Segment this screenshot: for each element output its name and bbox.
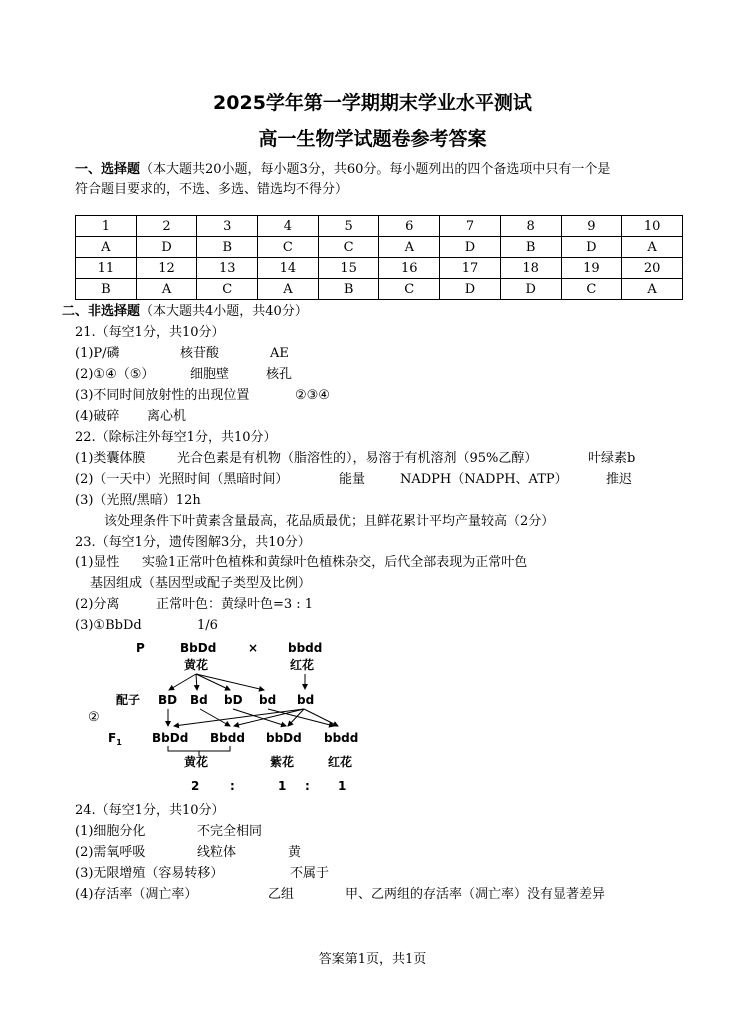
table-cell: 17	[440, 258, 501, 279]
table-cell: B	[318, 279, 379, 300]
cross-symbol: ×	[248, 641, 259, 655]
q23-l1b: 实验1正常叶色植株和黄绿叶色植株杂交，后代全部表现为正常叶色	[142, 555, 528, 570]
q24-l2c: 黄	[288, 845, 302, 860]
q23-l2b: 正常叶色：黄绿叶色=3 : 1	[156, 597, 314, 612]
table-cell: C	[379, 279, 440, 300]
q22-l2d: 推迟	[606, 472, 633, 487]
table-cell: C	[318, 237, 379, 258]
q21-l2b: 细胞壁	[190, 367, 230, 382]
section1-desc2: 符合题目要求的，不选、多选、错选均不得分）	[75, 182, 349, 197]
gamete-2: Bd	[190, 693, 208, 707]
section2-heading: 二、非选择题	[62, 304, 141, 319]
q24-l2b: 线粒体	[197, 845, 237, 860]
q23-l1a: (1)显性	[75, 555, 120, 570]
table-row	[76, 216, 683, 237]
section2-intro	[62, 302, 308, 322]
offspring-2: Bbdd	[210, 731, 245, 745]
table-cell: C	[258, 237, 319, 258]
ratio-1: 2	[191, 779, 200, 793]
table-row	[76, 258, 683, 279]
q24-l4a: (4)存活率（凋亡率）	[75, 887, 198, 902]
gamete-parent2: bd	[297, 693, 315, 707]
q22-l3a: (3)（光照/黑暗）12h	[75, 493, 201, 508]
section1-heading: 一、选择题	[75, 162, 141, 177]
q22-l2b: 能量	[339, 472, 366, 487]
table-cell: 9	[561, 216, 622, 237]
q24-l1a: (1)细胞分化	[75, 824, 146, 839]
table-cell: C	[197, 279, 258, 300]
table-cell: 16	[379, 258, 440, 279]
q21-l4b: 离心机	[147, 409, 187, 424]
q24-l1b: 不完全相同	[197, 824, 263, 839]
table-cell: A	[258, 279, 319, 300]
q24-l4b: 乙组	[268, 887, 295, 902]
section2-desc: （本大题共4小题，共40分）	[140, 304, 308, 319]
table-cell: A	[379, 237, 440, 258]
table-cell: 15	[318, 258, 379, 279]
fertilization-arrows	[168, 709, 338, 726]
table-cell: 13	[197, 258, 258, 279]
page-subtitle: 高一生物学试题卷参考答案	[258, 128, 487, 150]
table-cell: A	[622, 279, 683, 300]
parent2-genotype: bbdd	[288, 641, 323, 655]
table-cell: 12	[136, 258, 197, 279]
table-row	[76, 237, 683, 258]
page-footer: 答案第1页，共1页	[318, 952, 427, 967]
table-cell: 8	[500, 216, 561, 237]
table-cell: A	[622, 237, 683, 258]
table-cell: D	[136, 237, 197, 258]
table-cell: D	[440, 279, 501, 300]
section1-desc1: （本大题共20小题，每小题3分，共60分。每小题列出的四个备选项中只有一个是	[140, 162, 611, 177]
parent1-genotype: BbDd	[180, 641, 217, 655]
gamete-arrows	[169, 674, 305, 690]
q24-l3b: 不属于	[290, 866, 330, 881]
offspring-3: bbDd	[266, 731, 302, 745]
q21-l3b: ②③④	[295, 388, 330, 403]
q21-l1a: (1)P/磷	[75, 346, 120, 361]
table-cell: B	[500, 237, 561, 258]
f1-label: $F_1$	[108, 731, 122, 747]
q21-head: 21.（每空1分，共10分）	[75, 325, 225, 340]
q22-l2c: NADPH（NADPH、ATP）	[400, 472, 568, 487]
table-cell: 19	[561, 258, 622, 279]
table-cell: B	[197, 237, 258, 258]
q22-l2a: (2)（一天中）光照时间（黑暗时间）	[75, 472, 289, 487]
table-cell: 20	[622, 258, 683, 279]
table-cell: A	[76, 237, 137, 258]
gamete-1: BD	[158, 693, 178, 707]
offspring-1: BbDd	[152, 731, 189, 745]
genetic-diagram	[88, 638, 388, 796]
page-title: 2025学年第一学期期末学业水平测试	[213, 92, 532, 114]
offspring-4: bbdd	[324, 731, 359, 745]
phenotype-2: 紫花	[270, 755, 295, 769]
table-row	[76, 279, 683, 300]
q22-l1a: (1)类囊体膜	[75, 451, 146, 466]
q24-l2a: (2)需氧呼吸	[75, 845, 146, 860]
q22-l1b: 光合色素是有机物（脂溶性的），易溶于有机溶剂（95%乙醇）	[177, 451, 538, 466]
ratio-2: 1	[278, 779, 287, 793]
ratio-3: 1	[338, 779, 347, 793]
answer-table	[75, 215, 683, 300]
q22-l1c: 叶绿素b	[588, 451, 636, 466]
q24-l3a: (3)无限增殖（容易转移）	[75, 866, 224, 881]
q23-l3b: 1/6	[197, 618, 218, 633]
table-cell: D	[561, 237, 622, 258]
q23-head: 23.（每空1分，遗传图解3分，共10分）	[75, 535, 311, 550]
q21-l1b: 核苷酸	[180, 346, 220, 361]
table-cell: C	[561, 279, 622, 300]
q24-head: 24.（每空1分，共10分）	[75, 803, 225, 818]
table-cell: 14	[258, 258, 319, 279]
table-cell: 10	[622, 216, 683, 237]
q21-l2a: (2)①④（⑤）	[75, 367, 155, 382]
q21-l3a: (3)不同时间放射性的出现位置	[75, 388, 250, 403]
phenotype-3: 红花	[328, 755, 353, 769]
q21-l2c: 核孔	[266, 367, 293, 382]
section1-intro	[75, 160, 610, 180]
table-cell: 7	[440, 216, 501, 237]
table-cell: 18	[500, 258, 561, 279]
q23-circle2: ②	[88, 710, 100, 725]
table-cell: B	[76, 279, 137, 300]
q23-l2a: (2)分离	[75, 597, 120, 612]
phenotype-1: 黄花	[184, 755, 209, 769]
table-cell: A	[136, 279, 197, 300]
gamete-label: 配子	[116, 693, 141, 707]
ratio-sep-2: :	[305, 779, 310, 793]
parent1-phenotype: 黄花	[184, 658, 209, 672]
q23-l3a: (3)①BbDd	[75, 618, 142, 633]
q24-l4c: 甲、乙两组的存活率（凋亡率）没有显著差异	[345, 887, 606, 902]
table-cell: D	[500, 279, 561, 300]
parent2-phenotype: 红花	[290, 658, 315, 672]
table-cell: 2	[136, 216, 197, 237]
gamete-4: bd	[259, 693, 277, 707]
table-cell: 5	[318, 216, 379, 237]
table-cell: 3	[197, 216, 258, 237]
q22-l3b: 该处理条件下叶黄素含量最高，花品质最优；且鲜花累计平均产量较高（2分）	[104, 514, 555, 529]
q21-l1c: AE	[270, 346, 289, 361]
p-label: P	[136, 641, 145, 655]
ratio-sep-1: :	[230, 779, 235, 793]
table-cell: 1	[76, 216, 137, 237]
table-cell: 6	[379, 216, 440, 237]
q22-head: 22.（除标注外每空1分，共10分）	[75, 430, 277, 445]
table-cell: D	[440, 237, 501, 258]
q23-l1c: 基因组成（基因型或配子类型及比例）	[90, 576, 312, 591]
q21-l4a: (4)破碎	[75, 409, 120, 424]
table-cell: 4	[258, 216, 319, 237]
gamete-3: bD	[224, 693, 243, 707]
table-cell: 11	[76, 258, 137, 279]
